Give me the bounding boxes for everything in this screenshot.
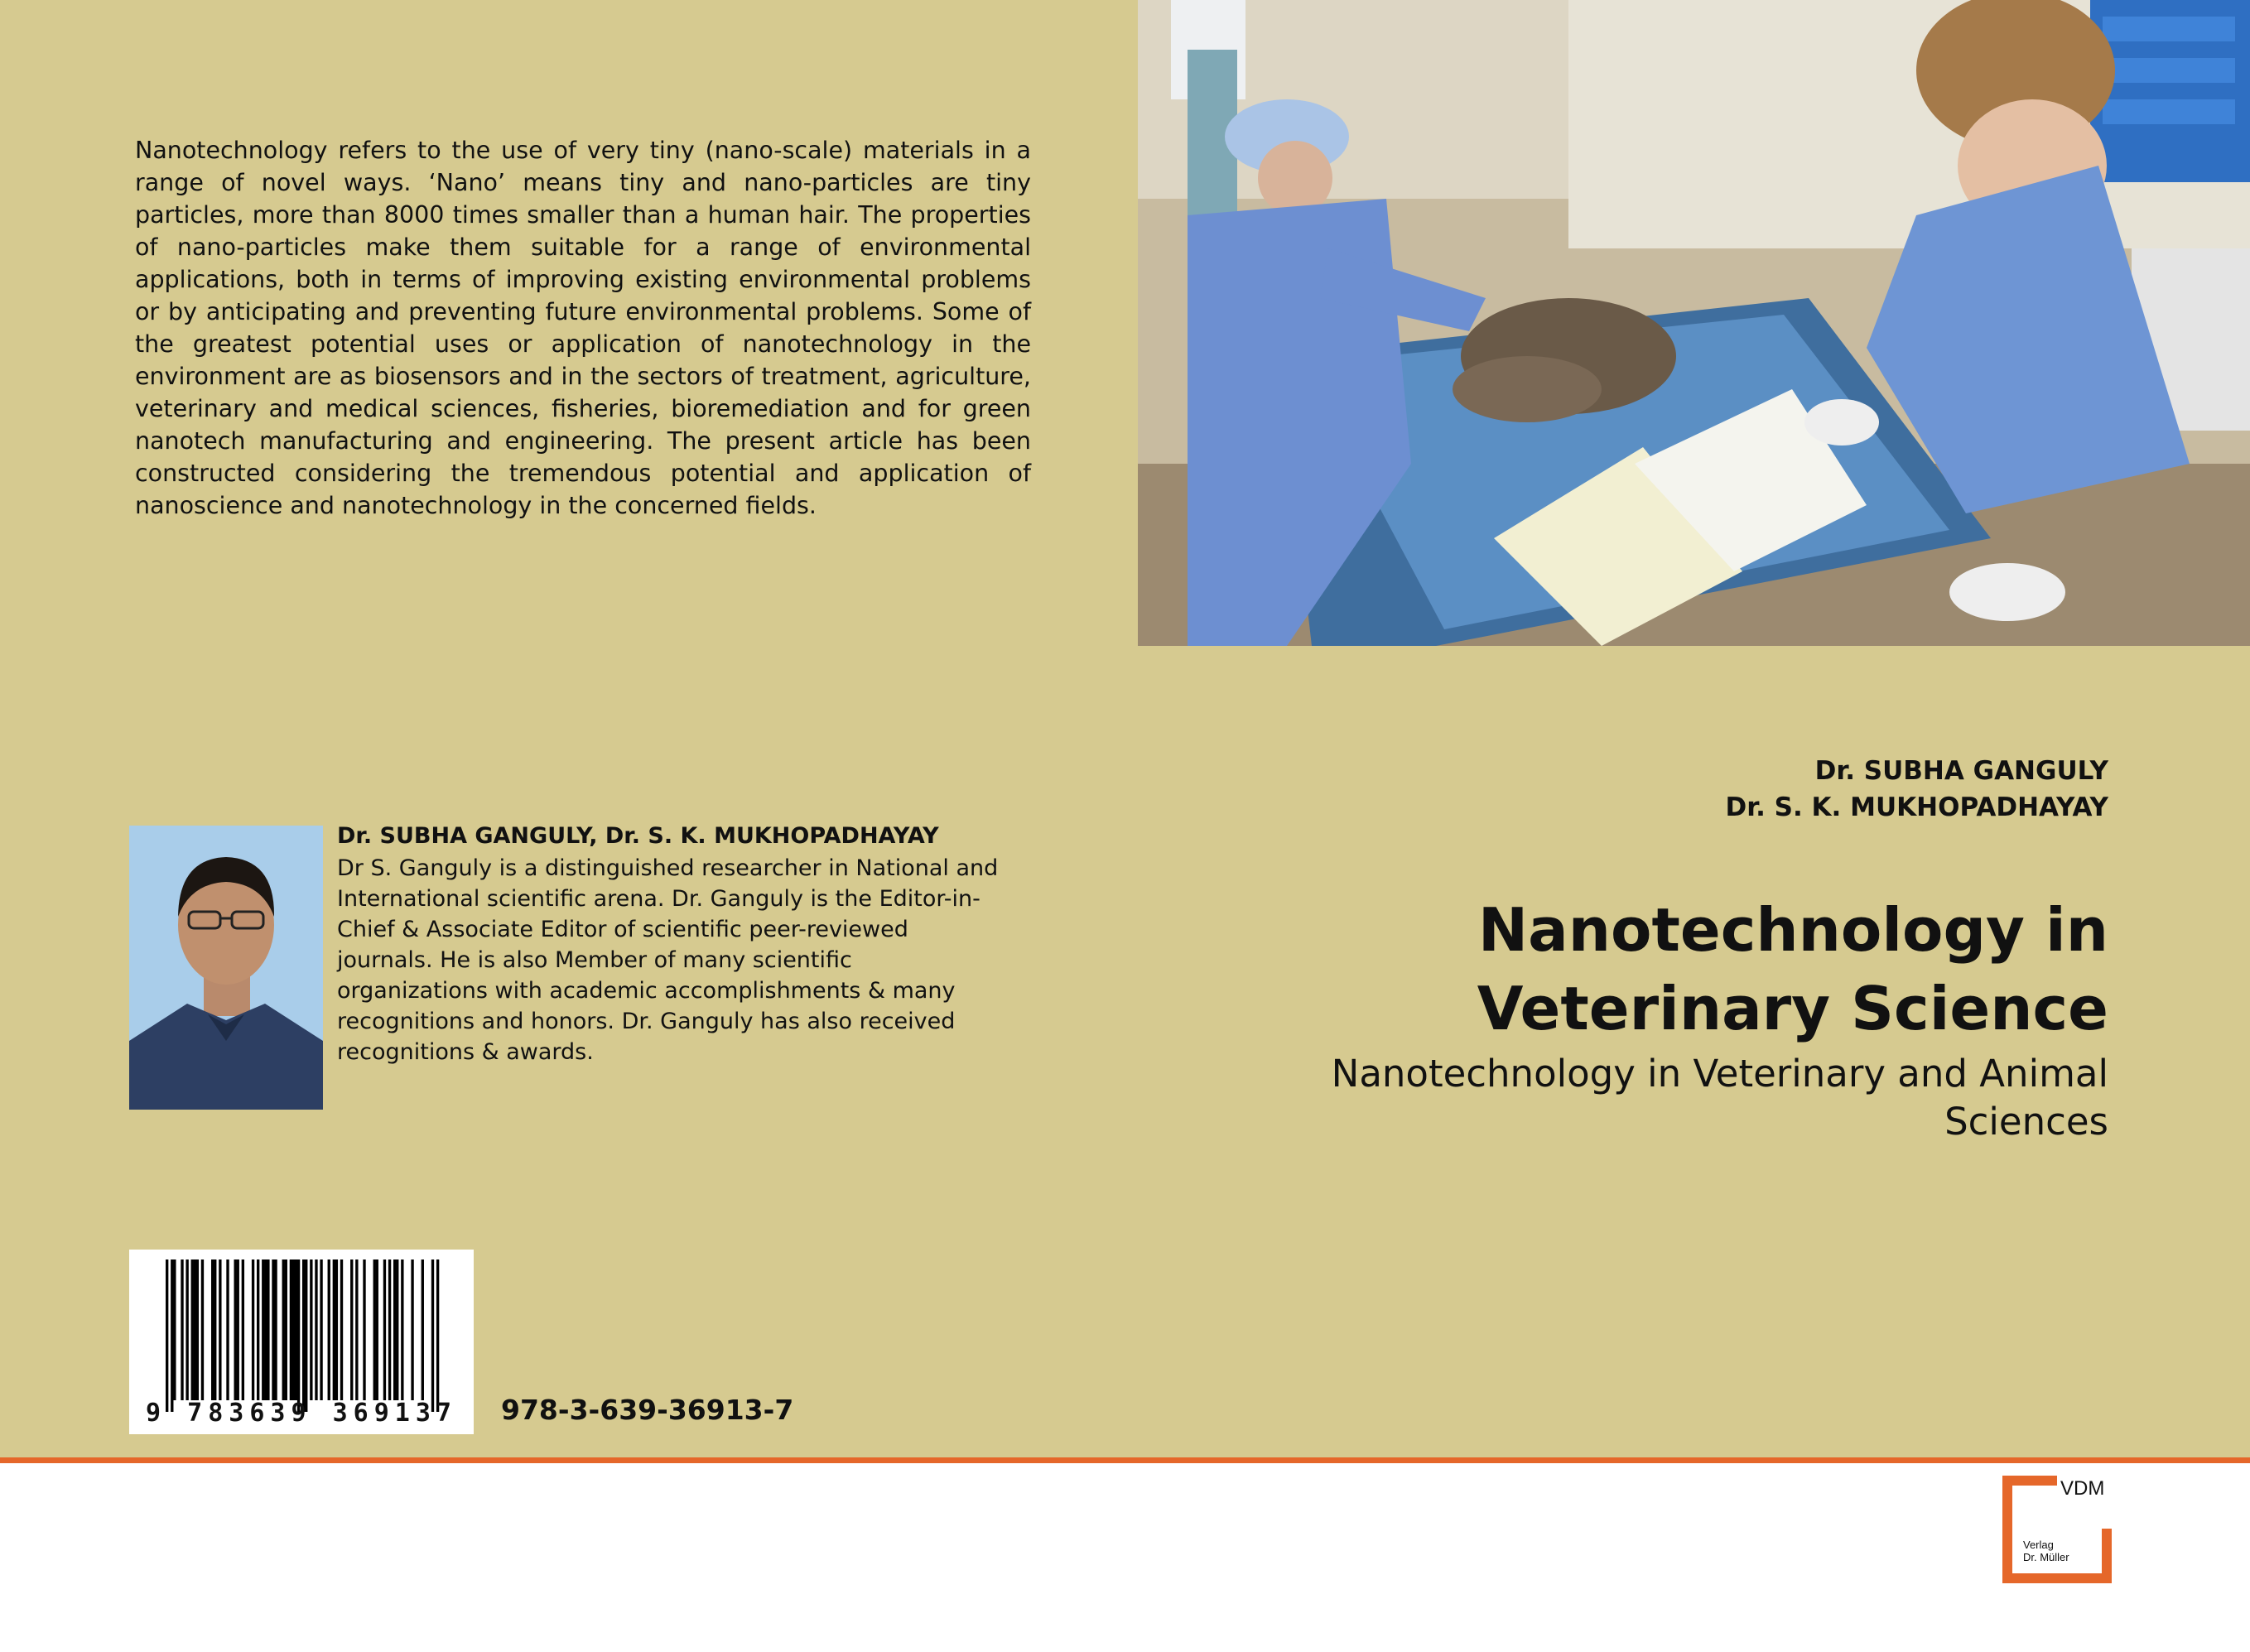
- front-author-2: Dr. S. K. MUKHOPADHAYAY: [1725, 792, 2108, 822]
- barcode-bar: [436, 1259, 439, 1412]
- barcode-bar: [363, 1259, 365, 1400]
- barcode-bar: [305, 1259, 307, 1412]
- barcode-bar: [431, 1259, 434, 1412]
- barcode-bar: [267, 1259, 269, 1400]
- barcode-bar: [396, 1259, 398, 1400]
- barcode-bar: [320, 1259, 322, 1400]
- barcode-bar: [214, 1259, 216, 1400]
- barcode-bar: [376, 1259, 378, 1400]
- barcode-bar: [219, 1259, 221, 1400]
- barcode-bar: [422, 1259, 424, 1400]
- barcode-bar: [328, 1259, 330, 1400]
- barcode-bar: [166, 1259, 168, 1412]
- barcode-bar: [262, 1259, 264, 1400]
- publisher-line-1: Verlag: [2023, 1539, 2054, 1551]
- barcode-bar: [373, 1259, 376, 1400]
- barcode-bar: [194, 1259, 196, 1400]
- isbn-barcode: [129, 1250, 474, 1434]
- barcode-bar: [393, 1259, 396, 1400]
- orange-divider-line: [0, 1457, 2250, 1463]
- barcode-bar: [285, 1259, 287, 1400]
- barcode-bar: [173, 1259, 176, 1400]
- barcode-bar: [401, 1259, 403, 1400]
- front-author-1: Dr. SUBHA GANGULY: [1814, 756, 2108, 786]
- barcode-bar: [191, 1259, 194, 1400]
- barcode-bar: [226, 1259, 229, 1400]
- barcode-bar: [411, 1259, 413, 1400]
- barcode-bar: [350, 1259, 353, 1400]
- back-author-names: Dr. SUBHA GANGULY, Dr. S. K. MUKHOPADHAYAY: [337, 823, 939, 849]
- barcode-bar: [282, 1259, 285, 1400]
- barcode-bar: [297, 1259, 300, 1412]
- barcode-bar: [340, 1259, 343, 1400]
- back-cover-blurb: Nanotechnology refers to the use of very tiny (nano-scale) materials in a range of novel ways. ‘Nano’ means tiny and nano-particles are tiny particles, more than 8000 times smaller than a human hair. The properties of nano-particles make them suitable for a range of environmental applications, both in terms of improving existing environmental problems or by anticipating and preventing future environmental problems. Some of the greatest potential uses or application of nanotechnology in the environment are as biosensors and in the sectors of treatment, agriculture, veterinary and medical sciences, fisheries, bioremediation and for green nanotech manufacturing and engineering. The present article has been constructed considering the tremendous potential and application of nanoscience and nanotechnology in the concerned fields.: [135, 137, 1031, 519]
- barcode-bar: [211, 1259, 214, 1400]
- publisher-line-2: Dr. Müller: [2023, 1551, 2069, 1563]
- barcode-bar: [292, 1259, 295, 1400]
- barcode-bar: [264, 1259, 267, 1400]
- barcode-bar: [257, 1259, 259, 1400]
- bottom-white-strip: [0, 1463, 2250, 1652]
- barcode-bar: [181, 1259, 183, 1400]
- barcode-bar: [234, 1259, 237, 1400]
- vet-surgery-photo: [1138, 0, 2250, 646]
- barcode-bar: [274, 1259, 277, 1400]
- book-title: Nanotechnology in Veterinary Science: [1477, 895, 2108, 1043]
- barcode-bar: [333, 1259, 335, 1400]
- author-bio: Dr S. Ganguly is a distinguished researcher in National and International scientific arena. Dr. Ganguly is the Editor-in-Chief & Associate Editor of scientific peer-reviewed journals. He is also Member of many scientific organizations with academic accomplishments & many recognitions and honors. Dr. Ganguly has also received recognitions & awards.: [337, 855, 999, 1065]
- barcode-bar: [252, 1259, 254, 1400]
- book-subtitle: Nanotechnology in Veterinary and Animal Sciences: [1331, 1052, 2108, 1144]
- publisher-brand: VDM: [2060, 1477, 2105, 1500]
- barcode-bar: [315, 1259, 317, 1400]
- barcode-bar: [302, 1259, 305, 1412]
- isbn-number: 978-3-639-36913-7: [501, 1394, 794, 1426]
- barcode-bar: [310, 1259, 312, 1400]
- barcode-bar: [185, 1259, 188, 1400]
- barcode-bar: [388, 1259, 391, 1400]
- author-portrait: [129, 826, 323, 1110]
- barcode-bar: [196, 1259, 199, 1400]
- barcode-bar: [171, 1259, 173, 1412]
- barcode-bar: [242, 1259, 244, 1400]
- barcode-bar: [383, 1259, 386, 1400]
- barcode-bar: [237, 1259, 239, 1400]
- barcode-bar: [272, 1259, 274, 1400]
- barcode-bar: [355, 1259, 358, 1400]
- barcode-bar: [290, 1259, 292, 1400]
- barcode-bar: [335, 1259, 338, 1400]
- barcode-bar: [295, 1259, 297, 1400]
- barcode-digits: 9 783639 369137: [146, 1399, 457, 1428]
- barcode-bar: [201, 1259, 204, 1400]
